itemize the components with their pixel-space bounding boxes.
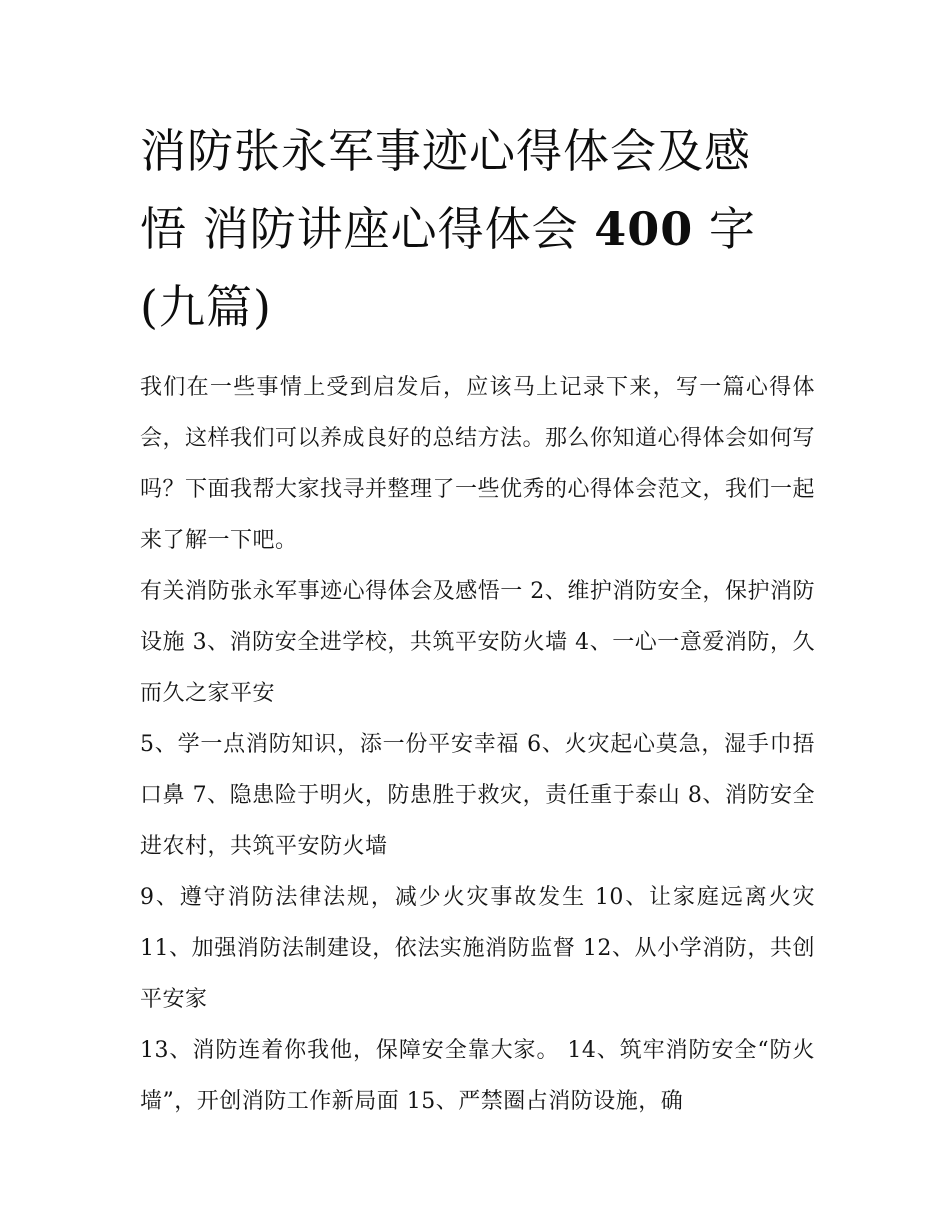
title-line-2-a: 悟 消防讲座心得体会	[140, 202, 595, 256]
body-paragraph-1: 有关消防张永军事迹心得体会及感悟一 2、维护消防安全，保护消防设施 3、消防安全进学校，共筑平安防火墙 4、一心一意爱消防，久而久之家平安	[140, 579, 815, 706]
title-line-3: (九篇)	[140, 280, 272, 334]
body-paragraph-4: 13、消防连着你我他，保障安全靠大家。 14、筑牢消防安全“防火墙”，开创消防工作新局面 15、严禁圈占消防设施，确	[140, 1038, 815, 1114]
intro-paragraph: 我们在一些事情上受到启发后，应该马上记录下来，写一篇心得体会，这样我们可以养成良好的总结方法。那么你知道心得体会如何写吗？下面我帮大家找寻并整理了一些优秀的心得体会范文，我们一起来了解一下吧。	[140, 375, 816, 553]
title-line-2-number: 400	[594, 202, 694, 256]
title-line-2-b: 字	[693, 202, 756, 256]
body-paragraph-2: 5、学一点消防知识，添一份平安幸福 6、火灾起心莫急，湿手巾捂口鼻 7、隐患险于明火，防患胜于救灾，责任重于泰山 8、消防安全进农村，共筑平安防火墙	[140, 732, 815, 859]
body-paragraph-3: 9、遵守消防法律法规，减少火灾事故发生 10、让家庭远离火灾 11、加强消防法制建设，依法实施消防监督 12、从小学消防，共创平安家	[140, 885, 815, 1012]
document-title	[140, 112, 815, 346]
title-line-1: 消防张永军事迹心得体会及感	[140, 124, 751, 178]
document-content	[140, 112, 815, 1127]
